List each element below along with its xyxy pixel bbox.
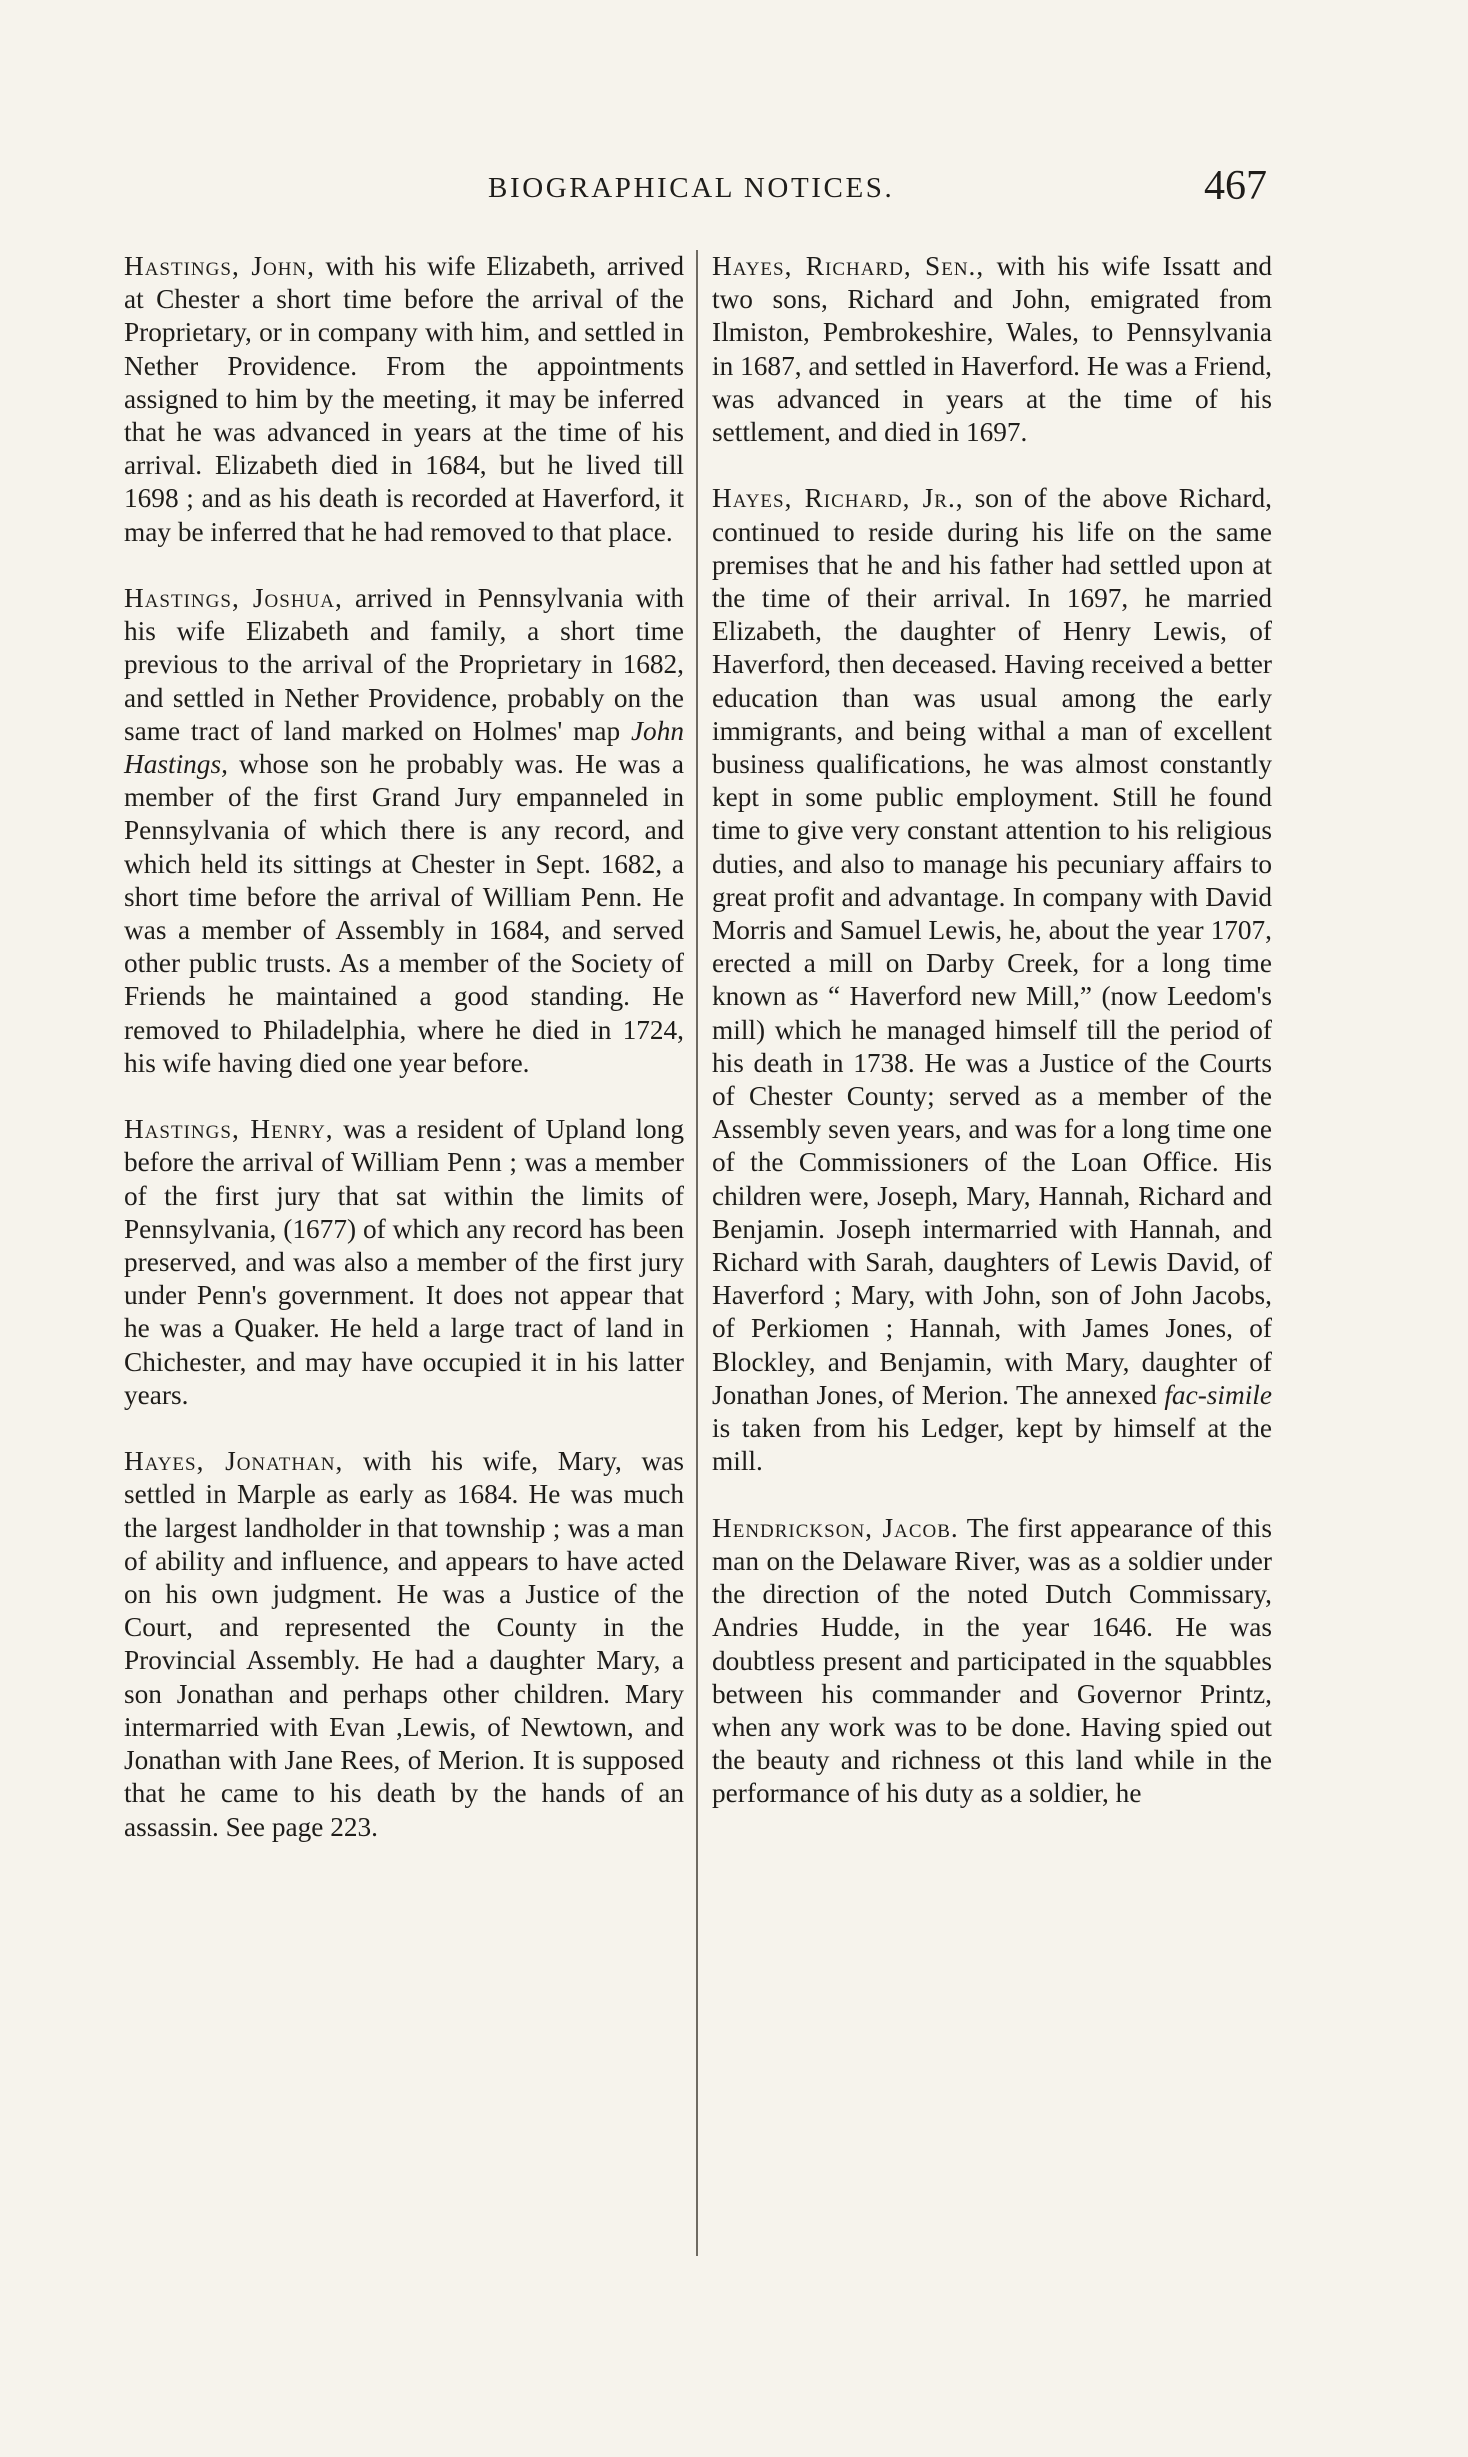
page-number: 467 bbox=[1204, 163, 1267, 209]
entry-hastings-henry bbox=[124, 1113, 684, 1412]
entry-text: The first appearance of this man on the Delaware River, was as a soldier under the direction of the noted Dutch Commissary, Andries Hudde, in the year 1646. He was doubtless present and participated in the squabbles between his commander and Governor Printz, when any work was to be done. Having spied out the beauty and richness ot this land while in the performance of his duty as a soldier, he bbox=[712, 1512, 1272, 1809]
entry-text: arrived in Pennsylvania with his wife Elizabeth and family, a short time previous to the arrival of the Proprietary in 1682, and settled in Nether Providence, probably on the same tract of land marked on Holmes' map bbox=[124, 583, 684, 746]
entry-hayes-jonathan bbox=[124, 1445, 684, 1843]
entry-name: Hastings, Henry, bbox=[124, 1114, 334, 1145]
entry-name: Hayes, Richard, Jr., bbox=[712, 483, 964, 514]
entry-text: with his wife Elizabeth, arrived at Chester a short time before the arrival of the Proprietary, or in company with him, and settled in Nether Providence. From the appointments assigned to him by the meeting, it may be inferred that he was advanced in years at the time of his arrival. Elizabeth died in 1684, but he lived till 1698 ; and as his death is recorded at Haverford, it may be inferred that he had removed to that place. bbox=[124, 251, 684, 547]
left-column bbox=[124, 250, 684, 1844]
italic-name-john-hastings: John Hastings, bbox=[124, 715, 684, 780]
entry-name: Hayes, Jonathan, bbox=[124, 1446, 344, 1477]
entry-name: Hayes, Richard, Sen., bbox=[712, 251, 985, 281]
entry-hayes-richard-jr bbox=[712, 482, 1272, 1478]
entry-text: with his wife, Mary, was settled in Marple as early as 1684. He was much the largest landholder in that township ; was a man of ability and influence, and appears to have acted on his own judgment. He was a Justice of the Court, and represented the County in the Provincial Assembly. He had a daughter Mary, a son Jonathan and perhaps other children. Mary intermarried with Evan ,Lewis, of Newtown, and Jonathan with Jane Rees, of Merion. It is supposed that he came to his death by the hands of an assassin. See page 223. bbox=[124, 1446, 684, 1842]
running-title: BIOGRAPHICAL NOTICES. bbox=[488, 172, 895, 204]
entry-text-continued: is taken from his Ledger, kept by himself at the mill. bbox=[712, 1413, 1272, 1477]
column-divider bbox=[696, 250, 698, 2256]
entry-name: Hastings, John, bbox=[124, 251, 315, 281]
right-column bbox=[712, 250, 1272, 1811]
entry-text: son of the above Richard, continued to reside during his life on the same premises that he and his father had settled upon at the time of their arrival. In 1697, he married Elizabeth, the daughter of Henry Lewis, of Haverford, then deceased. Having received a better education than was usual among the early immigrants, and being withal a man of excellent business qualifications, he was almost constantly kept in some public employment. Still he found time to give very constant attention to his religious duties, and also to manage his pecuniary affairs to great profit and advantage. In company with David Morris and Samuel Lewis, he, about the year 1707, erected a mill on Darby Creek, for a long time known as “ Haverford new Mill,” (now Leedom's mill) which he managed himself till the period of his death in 1738. He was a Justice of the Courts of Chester County; served as a member of the Assembly seven years, and was for a long time one of the Commissioners of the Loan Office. His children were, Joseph, Mary, Hannah, Richard and Benjamin. Joseph intermarried with Hannah, and Richard with Sarah, daughters of Lewis David, of Haverford ; Mary, with John, son of John Jacobs, of Perkiomen ; Hannah, with James Jones, of Blockley, and Benjamin, with Mary, daughter of Jonathan Jones, of Merion. The annexed bbox=[712, 483, 1272, 1410]
entry-hendrickson-jacob bbox=[712, 1512, 1272, 1811]
entry-hayes-richard-sen bbox=[712, 250, 1272, 449]
entry-text: with his wife Issatt and two sons, Richard and John, emigrated from Ilmiston, Pembrokeshire, Wales, to Pennsylvania in 1687, and settled in Haverford. He was a Friend, was advanced in years at the time of his settlement, and died in 1697. bbox=[712, 251, 1272, 448]
entry-name: Hendrickson, Jacob. bbox=[712, 1512, 959, 1543]
entry-text-continued: whose son he probably was. He was a member of the first Grand Jury empanneled in Pennsylvania of which there is any record, and which held its sittings at Chester in Sept. 1682, a short time before the arrival of William Penn. He was a member of Assembly in 1684, and served other public trusts. As a member of the Society of Friends he maintained a good standing. He removed to Philadelphia, where he died in 1724, his wife having died one year before. bbox=[124, 749, 684, 1078]
running-head bbox=[0, 0, 1468, 220]
entry-name: Hastings, Joshua, bbox=[124, 583, 343, 614]
entry-hastings-joshua bbox=[124, 582, 684, 1080]
entry-text: was a resident of Upland long before the arrival of William Penn ; was a member of the first jury that sat within the limits of Pennsylvania, (1677) of which any record has been preserved, and was also a member of the first jury under Penn's government. It does not appear that he was a Quaker. He held a large tract of land in Chichester, and may have occupied it in his latter years. bbox=[124, 1114, 684, 1410]
entry-hastings-john bbox=[124, 250, 684, 549]
italic-fac-simile: fac-simile bbox=[1164, 1379, 1272, 1410]
